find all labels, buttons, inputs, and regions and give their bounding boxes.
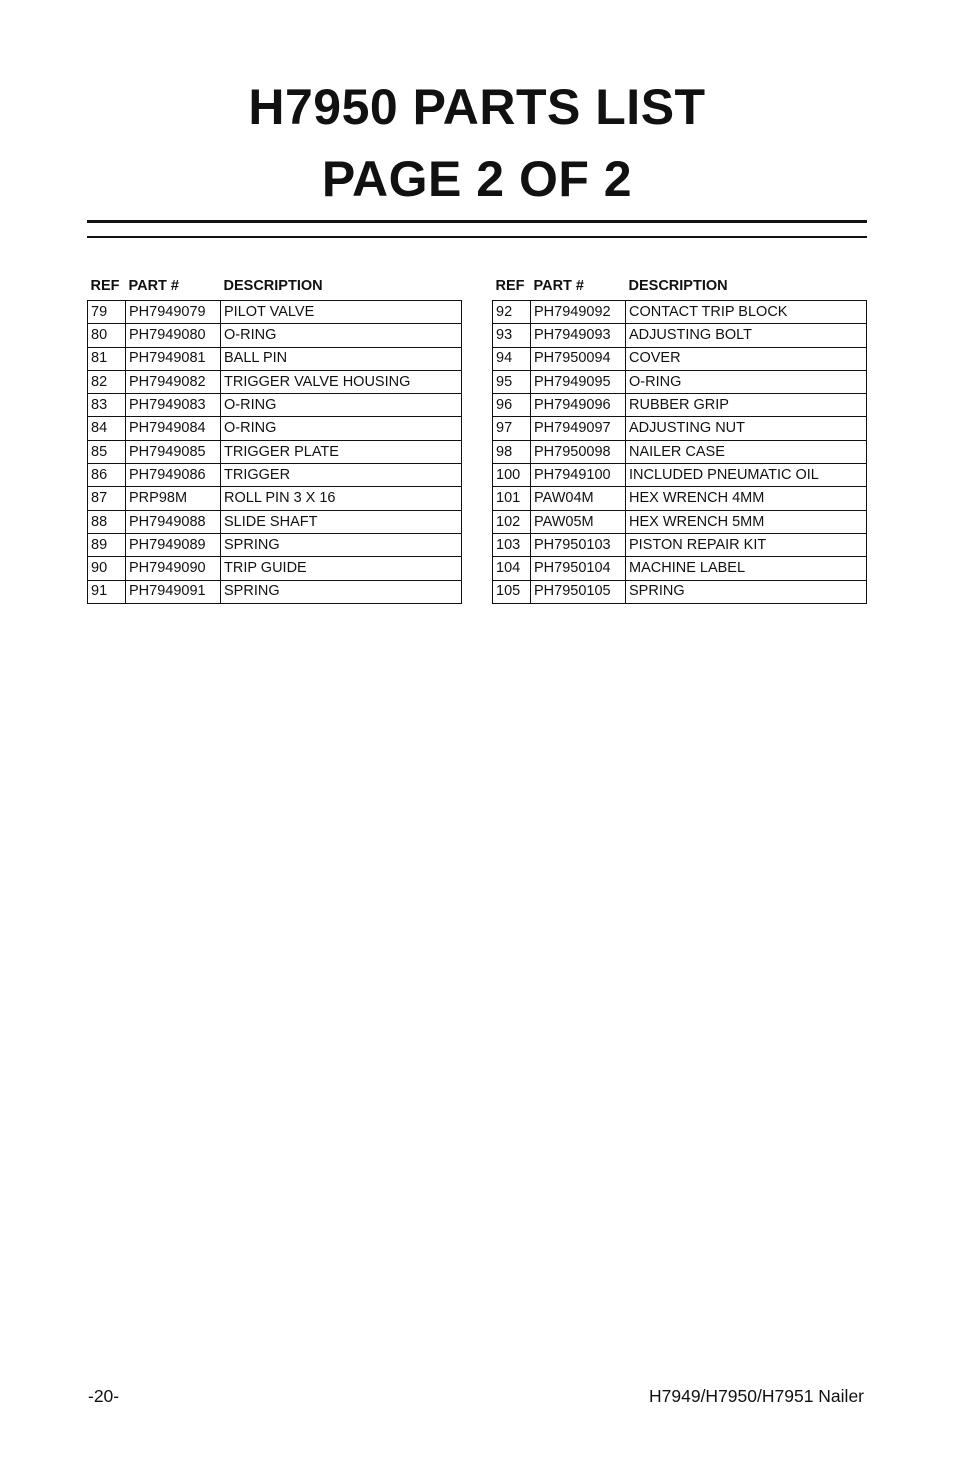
table-row bbox=[493, 370, 867, 393]
column-header-part: PART # bbox=[533, 278, 584, 294]
ref-cell: 102 bbox=[493, 510, 531, 533]
parts-table-left bbox=[87, 274, 462, 604]
description-cell: ROLL PIN 3 X 16 bbox=[221, 487, 462, 510]
page-number: -20- bbox=[88, 1386, 120, 1406]
table-row bbox=[88, 580, 462, 603]
ref-cell: 82 bbox=[88, 370, 126, 393]
title-divider-thin bbox=[87, 236, 867, 238]
table-row bbox=[493, 417, 867, 440]
part-number-cell: PH7949096 bbox=[531, 394, 626, 417]
description-cell: NAILER CASE bbox=[626, 440, 867, 463]
ref-cell: 88 bbox=[88, 510, 126, 533]
table-row bbox=[88, 440, 462, 463]
description-cell: CONTACT TRIP BLOCK bbox=[626, 301, 867, 324]
description-cell: SPRING bbox=[221, 580, 462, 603]
description-cell: TRIGGER VALVE HOUSING bbox=[221, 370, 462, 393]
description-cell: O-RING bbox=[221, 394, 462, 417]
table-row bbox=[493, 557, 867, 580]
ref-cell: 98 bbox=[493, 440, 531, 463]
description-cell: SLIDE SHAFT bbox=[221, 510, 462, 533]
part-number-cell: PH7949084 bbox=[126, 417, 221, 440]
part-number-cell: PAW05M bbox=[531, 510, 626, 533]
part-number-cell: PH7949092 bbox=[531, 301, 626, 324]
table-row bbox=[493, 487, 867, 510]
description-cell: INCLUDED PNEUMATIC OIL bbox=[626, 464, 867, 487]
ref-cell: 104 bbox=[493, 557, 531, 580]
part-number-cell: PH7950103 bbox=[531, 533, 626, 556]
part-number-cell: PH7949088 bbox=[126, 510, 221, 533]
description-cell: SPRING bbox=[221, 533, 462, 556]
description-cell: O-RING bbox=[221, 324, 462, 347]
ref-cell: 84 bbox=[88, 417, 126, 440]
description-cell: ADJUSTING BOLT bbox=[626, 324, 867, 347]
column-header-ref: REF bbox=[495, 278, 525, 294]
part-number-cell: PH7949082 bbox=[126, 370, 221, 393]
column-header-ref: REF bbox=[90, 278, 120, 294]
part-number-cell: PH7949091 bbox=[126, 580, 221, 603]
table-row bbox=[88, 487, 462, 510]
table-row bbox=[493, 394, 867, 417]
parts-table-right bbox=[492, 274, 867, 604]
ref-cell: 91 bbox=[88, 580, 126, 603]
part-number-cell: PH7950105 bbox=[531, 580, 626, 603]
table-row bbox=[493, 510, 867, 533]
description-cell: MACHINE LABEL bbox=[626, 557, 867, 580]
table-row bbox=[493, 533, 867, 556]
table-header-row bbox=[88, 274, 462, 301]
table-row bbox=[88, 533, 462, 556]
table-row bbox=[88, 370, 462, 393]
part-number-cell: PH7949083 bbox=[126, 394, 221, 417]
table-row bbox=[493, 301, 867, 324]
ref-cell: 95 bbox=[493, 370, 531, 393]
part-number-cell: PH7949080 bbox=[126, 324, 221, 347]
ref-cell: 96 bbox=[493, 394, 531, 417]
ref-cell: 83 bbox=[88, 394, 126, 417]
ref-cell: 101 bbox=[493, 487, 531, 510]
part-number-cell: PH7949086 bbox=[126, 464, 221, 487]
description-cell: O-RING bbox=[221, 417, 462, 440]
part-number-cell: PH7949089 bbox=[126, 533, 221, 556]
page-title-line-1: H7950 PARTS LIST bbox=[248, 79, 706, 135]
description-cell: PILOT VALVE bbox=[221, 301, 462, 324]
part-number-cell: PH7949079 bbox=[126, 301, 221, 324]
ref-cell: 85 bbox=[88, 440, 126, 463]
part-number-cell: PH7949093 bbox=[531, 324, 626, 347]
description-cell: PISTON REPAIR KIT bbox=[626, 533, 867, 556]
ref-cell: 89 bbox=[88, 533, 126, 556]
table-row bbox=[493, 580, 867, 603]
table-row bbox=[88, 557, 462, 580]
description-cell: TRIGGER bbox=[221, 464, 462, 487]
table-row bbox=[493, 440, 867, 463]
ref-cell: 100 bbox=[493, 464, 531, 487]
part-number-cell: PAW04M bbox=[531, 487, 626, 510]
table-row bbox=[88, 324, 462, 347]
description-cell: ADJUSTING NUT bbox=[626, 417, 867, 440]
ref-cell: 105 bbox=[493, 580, 531, 603]
ref-cell: 87 bbox=[88, 487, 126, 510]
description-cell: HEX WRENCH 4MM bbox=[626, 487, 867, 510]
ref-cell: 80 bbox=[88, 324, 126, 347]
description-cell: RUBBER GRIP bbox=[626, 394, 867, 417]
title-divider-thick bbox=[87, 220, 867, 223]
ref-cell: 86 bbox=[88, 464, 126, 487]
part-number-cell: PH7950104 bbox=[531, 557, 626, 580]
ref-cell: 79 bbox=[88, 301, 126, 324]
part-number-cell: PH7950098 bbox=[531, 440, 626, 463]
ref-cell: 103 bbox=[493, 533, 531, 556]
description-cell: HEX WRENCH 5MM bbox=[626, 510, 867, 533]
ref-cell: 97 bbox=[493, 417, 531, 440]
part-number-cell: PH7949097 bbox=[531, 417, 626, 440]
table-header-row bbox=[493, 274, 867, 301]
part-number-cell: PH7949090 bbox=[126, 557, 221, 580]
column-header-part: PART # bbox=[128, 278, 179, 294]
part-number-cell: PH7950094 bbox=[531, 347, 626, 370]
column-header-description: DESCRIPTION bbox=[628, 278, 728, 294]
column-header-description: DESCRIPTION bbox=[223, 278, 323, 294]
ref-cell: 93 bbox=[493, 324, 531, 347]
part-number-cell: PH7949095 bbox=[531, 370, 626, 393]
ref-cell: 90 bbox=[88, 557, 126, 580]
description-cell: SPRING bbox=[626, 580, 867, 603]
table-row bbox=[493, 464, 867, 487]
description-cell: BALL PIN bbox=[221, 347, 462, 370]
part-number-cell: PRP98M bbox=[126, 487, 221, 510]
table-row bbox=[88, 301, 462, 324]
footer-model-name: H7949/H7950/H7951 Nailer bbox=[649, 1386, 864, 1406]
table-row bbox=[88, 347, 462, 370]
ref-cell: 81 bbox=[88, 347, 126, 370]
description-cell: TRIGGER PLATE bbox=[221, 440, 462, 463]
description-cell: COVER bbox=[626, 347, 867, 370]
page-title-line-2: PAGE 2 OF 2 bbox=[321, 151, 633, 207]
part-number-cell: PH7949085 bbox=[126, 440, 221, 463]
table-row bbox=[88, 394, 462, 417]
part-number-cell: PH7949081 bbox=[126, 347, 221, 370]
table-row bbox=[493, 324, 867, 347]
table-row bbox=[88, 464, 462, 487]
part-number-cell: PH7949100 bbox=[531, 464, 626, 487]
table-row bbox=[88, 510, 462, 533]
description-cell: TRIP GUIDE bbox=[221, 557, 462, 580]
description-cell: O-RING bbox=[626, 370, 867, 393]
table-row bbox=[88, 417, 462, 440]
table-row bbox=[493, 347, 867, 370]
ref-cell: 92 bbox=[493, 301, 531, 324]
ref-cell: 94 bbox=[493, 347, 531, 370]
